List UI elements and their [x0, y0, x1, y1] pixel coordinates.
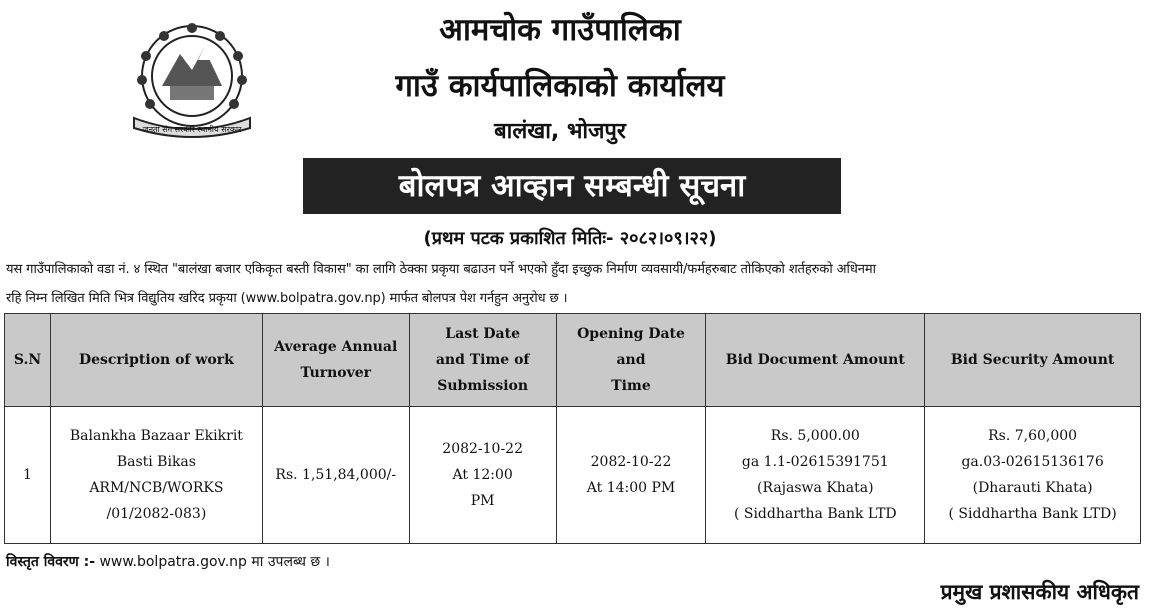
- details-label: विस्तृत विवरण :-: [6, 554, 96, 570]
- header-sn: S.N: [5, 314, 51, 407]
- intro-paragraph: [6, 255, 1146, 313]
- emblem-logo: [122, 14, 262, 142]
- office-name: गाउँ कार्यपालिकाको कार्यालय: [395, 68, 725, 104]
- cell-turnover: Rs. 1,51,84,000/-: [262, 407, 409, 544]
- cell-bid-security: Rs. 7,60,000 ga.03-02615136176 (Dharauti Khata) ( Siddhartha Bank LTD): [925, 407, 1141, 544]
- header-opening-date: Opening Date and Time: [556, 314, 706, 407]
- header-bid-document: Bid Document Amount: [706, 314, 925, 407]
- cell-last-date: 2082-10-22 At 12:00 PM: [409, 407, 556, 544]
- intro-line: रहि निम्न लिखित मिति भित्र विद्युतिय खरिद प्रकृया (www.bolpatra.gov.np) मार्फत बोलपत्र पेश गर्नहुन अनुरोध छ ।: [6, 291, 568, 306]
- office-address: बालंखा, भोजपुर: [494, 119, 626, 144]
- publication-date: (प्रथम पटक प्रकाशित मितिः- २०८२।०९।२२): [423, 228, 717, 249]
- notice-title-banner: बोलपत्र आव्हान सम्बन्धी सूचना: [303, 158, 841, 214]
- details-text: www.bolpatra.gov.np मा उपलब्ध छ ।: [99, 554, 330, 570]
- signatory: प्रमुख प्रशासकीय अधिकृत: [940, 580, 1139, 604]
- details-line: [6, 552, 330, 571]
- table-row: [5, 407, 1141, 544]
- cell-bid-document: Rs. 5,000.00 ga 1.1-02615391751 (Rajaswa Khata) ( Siddhartha Bank LTD: [706, 407, 925, 544]
- header-turnover: Average Annual Turnover: [262, 314, 409, 407]
- header-last-date: Last Date and Time of Submission: [409, 314, 556, 407]
- org-name: आमचोक गाउँपालिका: [439, 12, 681, 48]
- logo-motto: जनता संग सरकार स्थानीय सरकार: [142, 125, 242, 134]
- table-header-row: [5, 314, 1141, 407]
- header-description: Description of work: [50, 314, 262, 407]
- intro-line: यस गाउँपालिकाको वडा नं. ४ स्थित "बालंखा बजार एकिकृत बस्ती विकास" का लागि ठेक्का प्रकृया बढाउन पर्ने भएको हुँदा इच्छुक निर्माण व्यवसायी/फर्महरुबाट तोकिएको शर्तहरुको अधिनमा: [6, 262, 876, 277]
- tender-table: [4, 313, 1141, 544]
- header-bid-security: Bid Security Amount: [925, 314, 1141, 407]
- cell-sn: 1: [5, 407, 51, 544]
- cell-opening-date: 2082-10-22 At 14:00 PM: [556, 407, 706, 544]
- cell-description: Balankha Bazaar Ekikrit Basti Bikas ARM/NCB/WORKS /01/2082-083): [50, 407, 262, 544]
